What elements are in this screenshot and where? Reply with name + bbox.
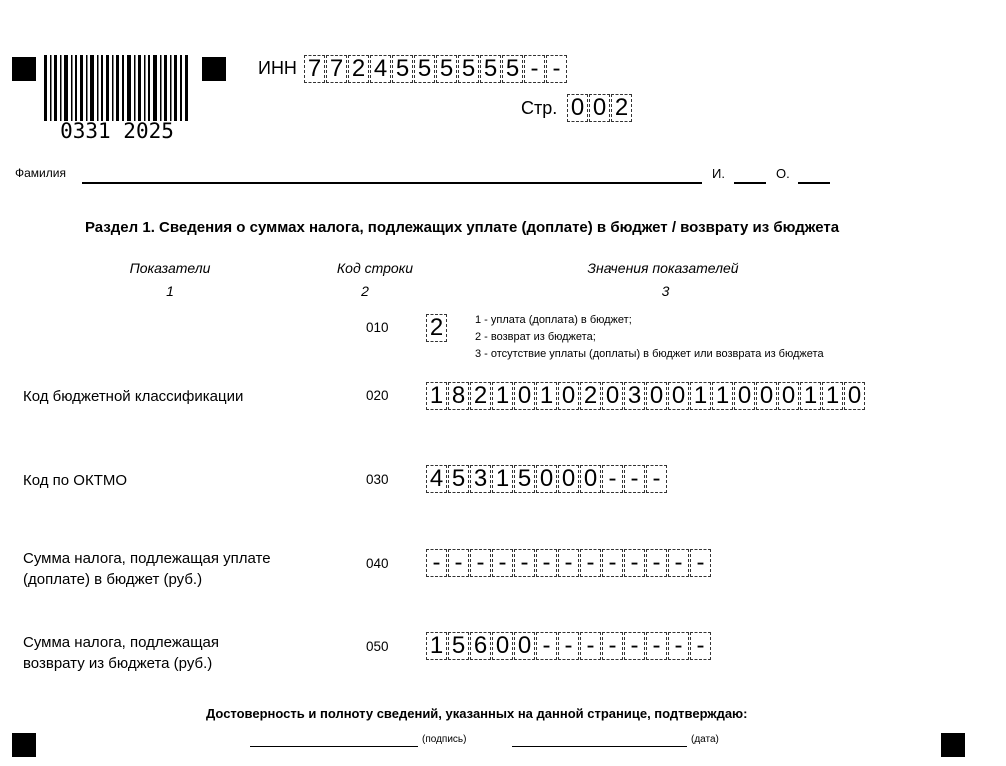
value-cell[interactable]: 2 (470, 382, 491, 410)
date-label: (дата) (691, 734, 719, 745)
surname-field[interactable] (82, 182, 702, 184)
row-050-label-line-2: возврату из бюджета (руб.) (23, 655, 213, 672)
value-cell[interactable]: - (668, 632, 689, 660)
inn-label: ИНН (258, 58, 297, 78)
row-050-label-line-1: Сумма налога, подлежащая (23, 634, 220, 651)
inn-cell[interactable]: 5 (502, 55, 523, 83)
value-cell[interactable]: - (536, 632, 557, 660)
barcode-number: 0331 2025 (60, 119, 174, 143)
corner-marker-bottom-left (12, 733, 36, 757)
initial-o-field[interactable] (798, 182, 830, 184)
row-010-note-1: 1 - уплата (доплата) в бюджет; (475, 314, 632, 326)
value-cell[interactable]: 0 (580, 465, 601, 493)
inn-cell[interactable]: 5 (392, 55, 413, 83)
row-040-cells[interactable] (426, 549, 712, 577)
corner-marker-top-left (12, 57, 36, 81)
surname-label: Фамилия (15, 166, 66, 180)
row-030-cells[interactable] (426, 465, 668, 493)
column-number-indicators: 1 (166, 283, 174, 299)
column-number-line-code: 2 (361, 283, 369, 299)
value-cell[interactable]: - (558, 632, 579, 660)
page-cell[interactable]: 0 (567, 94, 588, 122)
inn-cell[interactable]: 7 (304, 55, 325, 83)
value-cell[interactable]: 0 (756, 382, 777, 410)
row-020-label: Код бюджетной классификации (23, 388, 244, 405)
inn-cell[interactable]: 5 (480, 55, 501, 83)
inn-cell[interactable]: 5 (458, 55, 479, 83)
inn-cell[interactable]: 4 (370, 55, 391, 83)
value-cell[interactable]: 0 (514, 632, 535, 660)
value-cell[interactable]: - (580, 549, 601, 577)
value-cell[interactable]: 0 (602, 382, 623, 410)
column-header-values: Значения показателей (587, 260, 739, 276)
value-cell[interactable]: - (624, 632, 645, 660)
value-cell[interactable]: - (558, 549, 579, 577)
page-cells[interactable] (567, 94, 633, 122)
value-cell[interactable]: 1 (822, 382, 843, 410)
signature-label: (подпись) (422, 734, 467, 745)
row-010-note-2: 2 - возврат из бюджета; (475, 331, 596, 343)
line-code-010: 010 (366, 320, 389, 335)
initial-i-field[interactable] (734, 182, 766, 184)
row-010-cells[interactable] (426, 314, 448, 342)
page-cell[interactable]: 0 (589, 94, 610, 122)
value-cell[interactable]: 1 (800, 382, 821, 410)
row-010-note-3: 3 - отсутствие уплаты (доплаты) в бюджет или возврата из бюджета (475, 348, 824, 360)
value-cell[interactable]: 3 (470, 465, 491, 493)
date-field[interactable] (512, 746, 687, 747)
corner-marker-bottom-right (941, 733, 965, 757)
value-cell[interactable]: - (426, 549, 447, 577)
value-cell[interactable]: 0 (668, 382, 689, 410)
row-050-cells[interactable] (426, 632, 712, 660)
value-cell[interactable]: 8 (448, 382, 469, 410)
signature-field[interactable] (250, 746, 418, 747)
value-cell[interactable]: - (448, 549, 469, 577)
row-030-label: Код по ОКТМО (23, 472, 128, 489)
value-cell[interactable]: 1 (690, 382, 711, 410)
value-cell[interactable]: 0 (492, 632, 513, 660)
row-040-label-line-1: Сумма налога, подлежащая уплате (23, 550, 271, 567)
value-cell[interactable]: - (536, 549, 557, 577)
line-code-020: 020 (366, 388, 389, 403)
value-cell[interactable]: 0 (734, 382, 755, 410)
value-cell[interactable]: - (470, 549, 491, 577)
value-cell[interactable]: - (646, 465, 667, 493)
value-cell[interactable]: 4 (426, 465, 447, 493)
value-cell[interactable]: 2 (426, 314, 447, 342)
value-cell[interactable]: - (602, 632, 623, 660)
initial-o-label: О. (776, 166, 790, 181)
value-cell[interactable]: 1 (492, 382, 513, 410)
inn-cell[interactable]: - (546, 55, 567, 83)
value-cell[interactable]: 6 (470, 632, 491, 660)
value-cell[interactable]: - (602, 549, 623, 577)
inn-cell[interactable]: 7 (326, 55, 347, 83)
inn-cell[interactable]: 5 (414, 55, 435, 83)
column-header-indicators: Показатели (129, 260, 211, 276)
value-cell[interactable]: - (646, 632, 667, 660)
value-cell[interactable]: 1 (492, 465, 513, 493)
value-cell[interactable]: - (668, 549, 689, 577)
inn-cell[interactable]: - (524, 55, 545, 83)
value-cell[interactable]: 5 (448, 632, 469, 660)
value-cell[interactable]: 0 (558, 382, 579, 410)
line-code-030: 030 (366, 472, 389, 487)
confirmation-text: Достоверность и полноту сведений, указанных на данной странице, подтверждаю: (206, 706, 748, 721)
value-cell[interactable]: - (580, 632, 601, 660)
corner-marker-top-right (202, 57, 226, 81)
value-cell[interactable]: 2 (580, 382, 601, 410)
value-cell[interactable]: - (492, 549, 513, 577)
value-cell[interactable]: - (602, 465, 623, 493)
column-header-line-code: Код строки (336, 260, 414, 276)
value-cell[interactable]: 0 (558, 465, 579, 493)
line-code-040: 040 (366, 556, 389, 571)
column-number-values: 3 (661, 283, 670, 299)
inn-cell[interactable]: 5 (436, 55, 457, 83)
value-cell[interactable]: 1 (426, 382, 447, 410)
value-cell[interactable]: 0 (778, 382, 799, 410)
value-cell[interactable]: - (690, 632, 711, 660)
value-cell[interactable]: 3 (624, 382, 645, 410)
value-cell[interactable]: 5 (514, 465, 535, 493)
value-cell[interactable]: 0 (514, 382, 535, 410)
value-cell[interactable]: 1 (712, 382, 733, 410)
section-title: Раздел 1. Сведения о суммах налога, подлежащих уплате (доплате) в бюджет / возврату из бюджета (85, 219, 840, 236)
value-cell[interactable]: - (514, 549, 535, 577)
value-cell[interactable]: 0 (536, 465, 557, 493)
page-cell[interactable]: 2 (611, 94, 632, 122)
value-cell[interactable]: - (690, 549, 711, 577)
row-020-cells[interactable] (426, 382, 866, 410)
line-code-050: 050 (366, 639, 389, 654)
value-cell[interactable]: - (624, 465, 645, 493)
inn-cells[interactable] (304, 55, 568, 83)
row-040-label-line-2: (доплате) в бюджет (руб.) (23, 571, 203, 588)
inn-cell[interactable]: 2 (348, 55, 369, 83)
value-cell[interactable]: 5 (448, 465, 469, 493)
value-cell[interactable]: 0 (844, 382, 865, 410)
page-label: Стр. (521, 98, 558, 118)
value-cell[interactable]: - (646, 549, 667, 577)
value-cell[interactable]: 1 (426, 632, 447, 660)
value-cell[interactable]: 1 (536, 382, 557, 410)
initial-i-label: И. (712, 166, 725, 181)
value-cell[interactable]: - (624, 549, 645, 577)
value-cell[interactable]: 0 (646, 382, 667, 410)
